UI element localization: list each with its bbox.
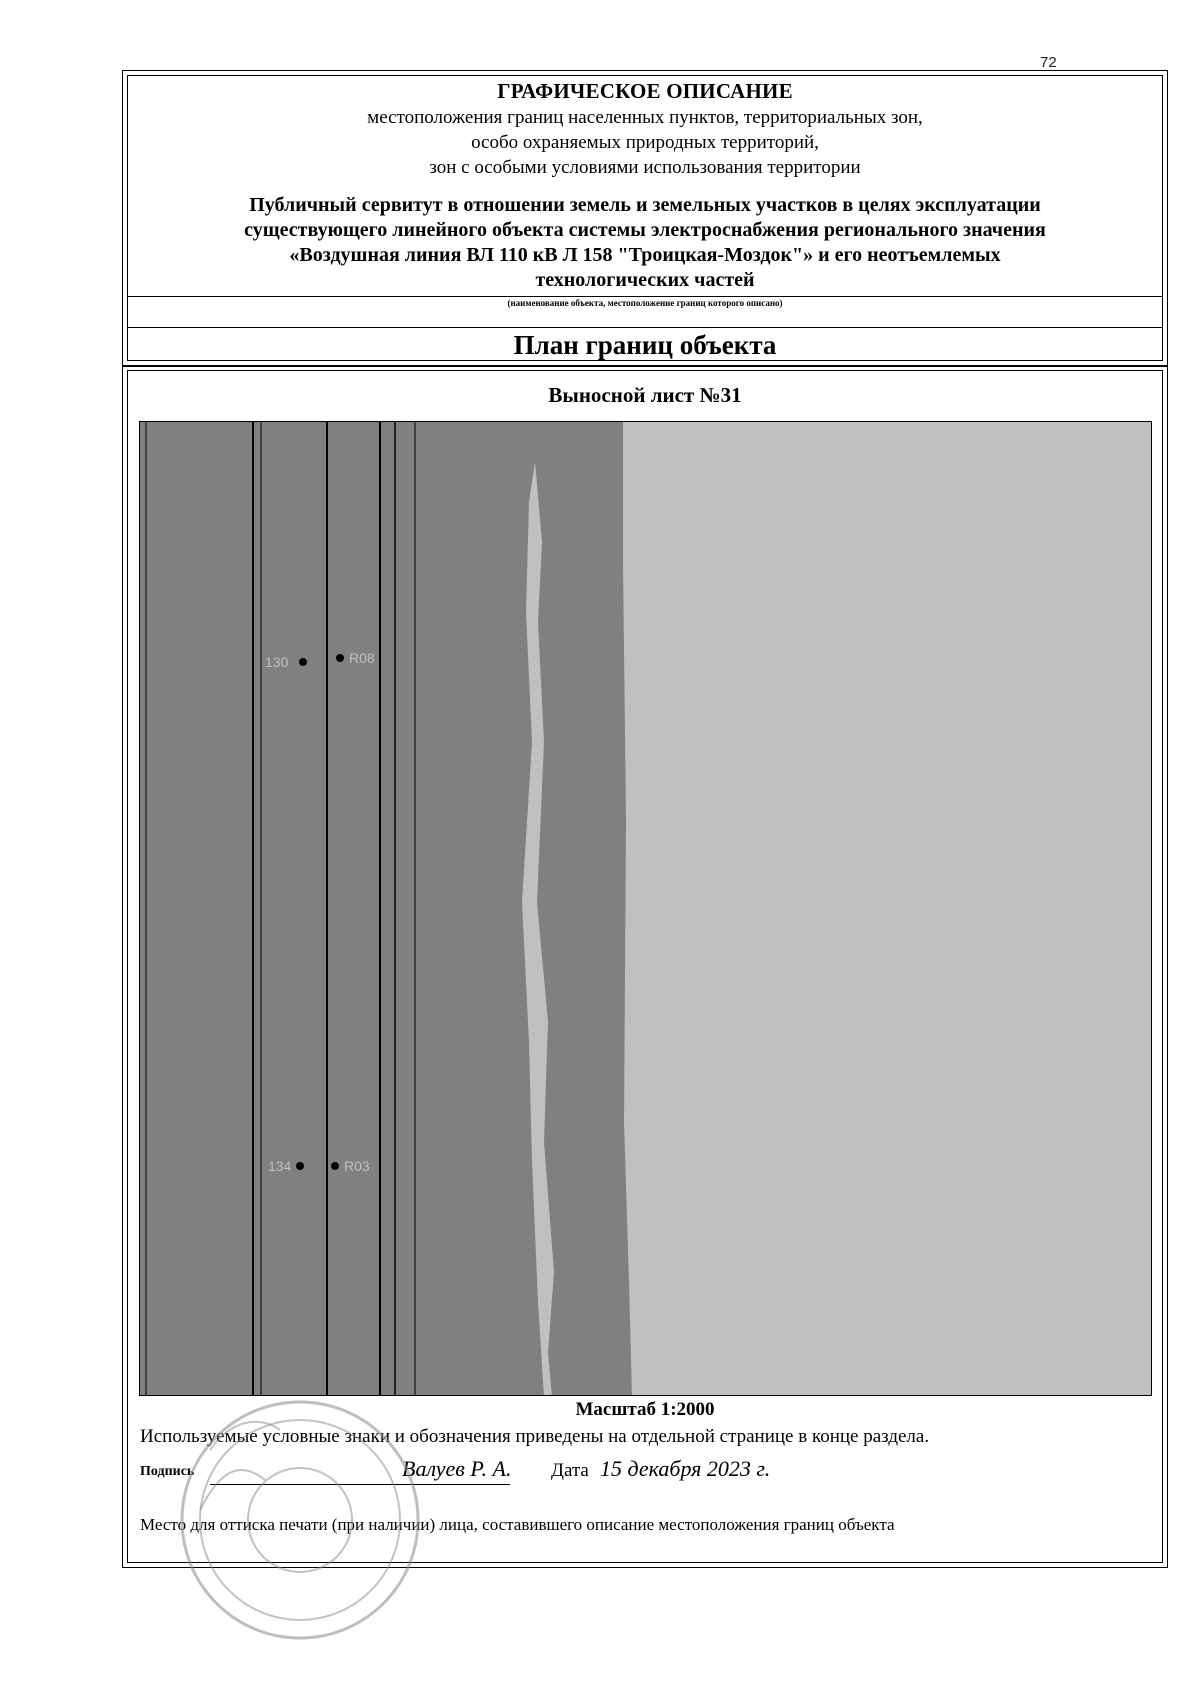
object-name-line: «Воздушная линия ВЛ 110 кВ Л 158 "Троицкая-Моздок"» и его неотъемлемых [289,244,1001,266]
stamp-note: Место для оттиска печати (при наличии) лица, составившего описание местоположения границ объекта [140,1515,895,1534]
page-number: 72 [1040,54,1057,71]
point-label: R03 [344,1158,370,1174]
map-canvas [140,422,1152,1396]
object-name-line: Публичный сервитут в отношении земель и земельных участков в целях эксплуатации [249,194,1041,216]
signer-name: Валуев Р. А. [402,1456,512,1481]
date-label: Дата [551,1460,589,1481]
document-subtitle [127,105,1163,180]
map-scale: Масштаб 1:2000 [575,1399,715,1420]
boundary-point [296,1162,304,1170]
divider [127,296,1163,297]
subtitle-line: местоположения границ населенных пунктов, территориальных зон, [367,107,923,128]
boundary-point [331,1162,339,1170]
boundary-point [336,654,344,662]
document-title: ГРАФИЧЕСКОЕ ОПИСАНИЕ [497,79,793,103]
divider [127,327,1163,328]
subtitle-line: особо охраняемых природных территорий, [471,132,819,153]
point-label: R08 [349,650,375,666]
object-name-line: технологических частей [535,269,755,291]
signature-line [210,1484,510,1485]
date-value: 15 декабря 2023 г. [600,1456,771,1481]
sheet-title: Выносной лист №31 [548,383,742,407]
signature-row [140,1454,1040,1494]
object-name-line: существующего линейного объекта системы электроснабжения регионального значения [244,219,1046,241]
point-label: 130 [265,654,289,670]
subtitle-line: зон с особыми условиями использования территории [429,157,861,178]
signature-label: Подпись [140,1464,195,1479]
object-name-caption: (наименование объекта, местоположение границ которого описано) [507,298,783,308]
plan-title: План границ объекта [513,330,777,360]
object-name [127,193,1163,293]
map-dark-area [140,422,632,1396]
boundary-map [139,421,1152,1396]
point-label: 134 [268,1158,292,1174]
boundary-point [299,658,307,666]
legend-note: Используемые условные знаки и обозначения приведены на отдельной странице в конце раздела. [140,1426,930,1447]
